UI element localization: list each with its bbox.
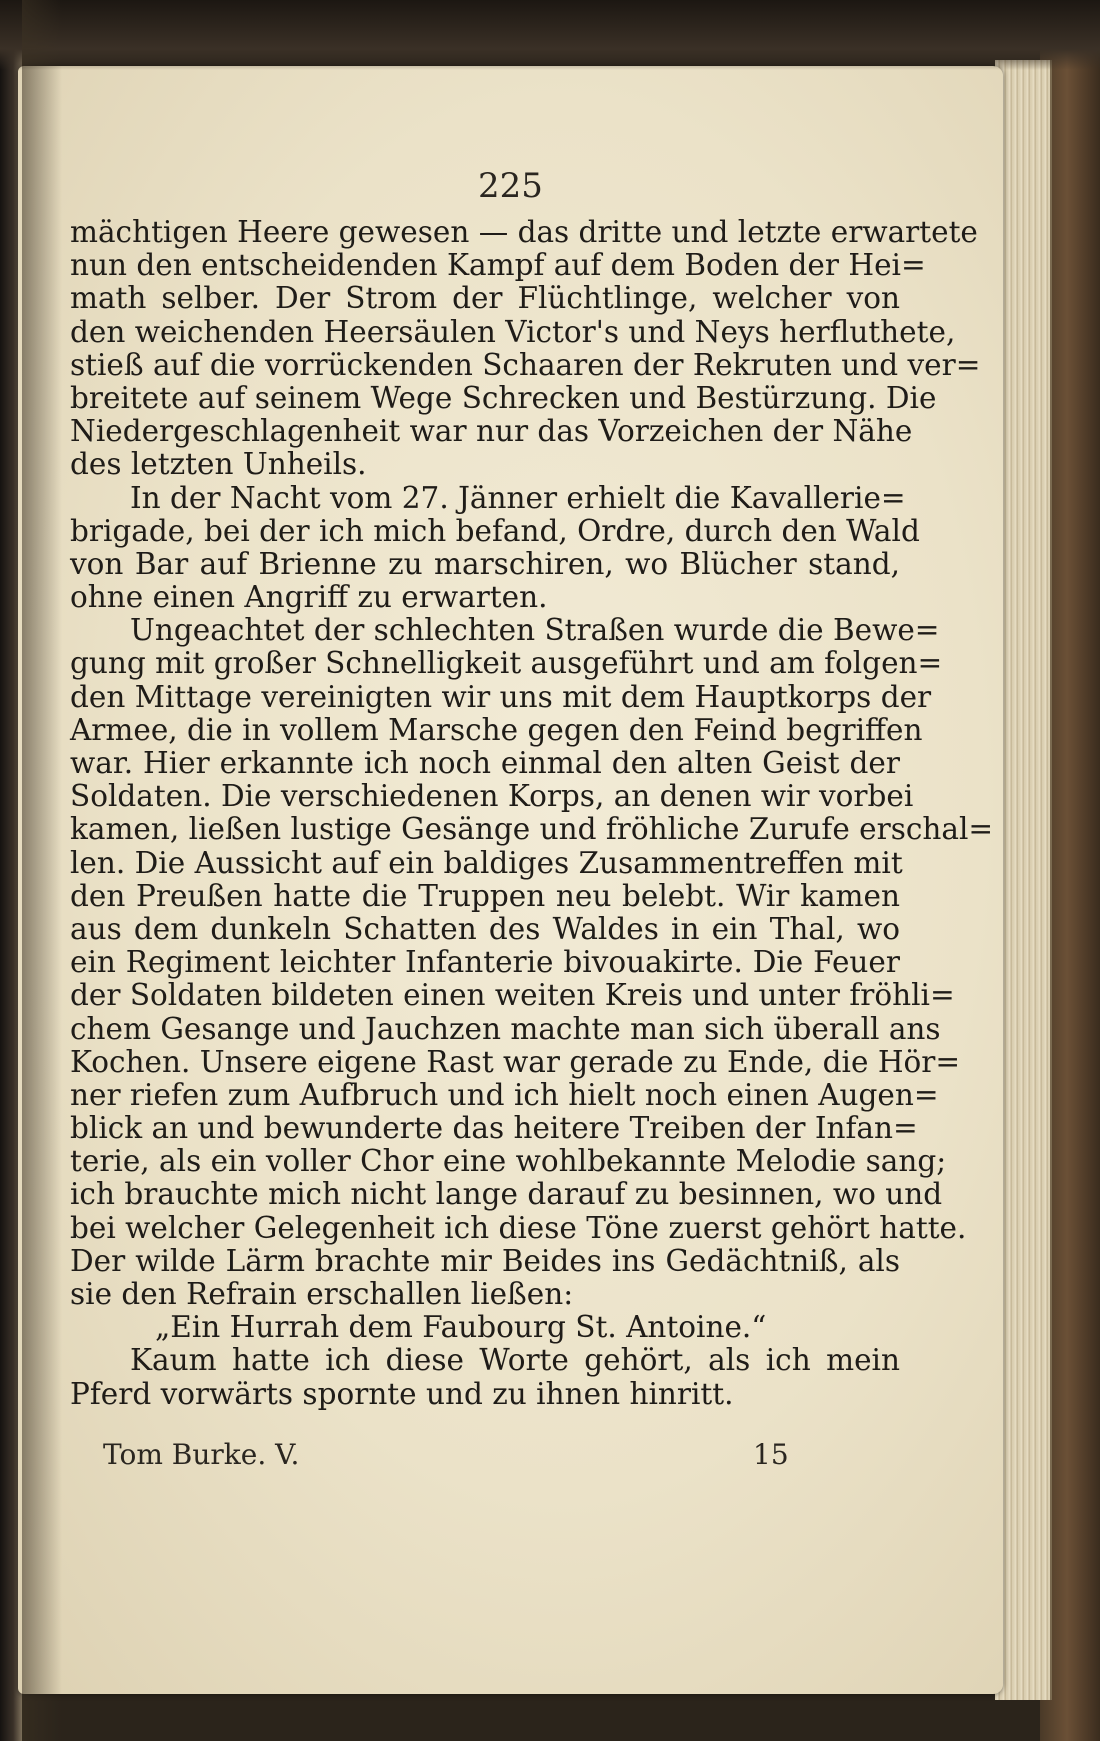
footer-sheet-number: 15 (753, 1438, 789, 1471)
text-line: Der wilde Lärm brachte mir Beides ins Gedächtniß, als (70, 1243, 900, 1278)
text-line: stieß auf die vorrückenden Schaaren der Rekruten und ver= (70, 347, 981, 382)
text-line: terie, als ein voller Chor eine wohlbekannte Melodie sang; (70, 1144, 947, 1179)
text-line: brigade, bei der ich mich befand, Ordre, durch den Wald (70, 513, 920, 548)
text-line: Kaum hatte ich diese Worte gehört, als ich mein (130, 1343, 900, 1378)
text-line: bei welcher Gelegenheit ich diese Töne zuerst gehört hatte. (70, 1210, 967, 1245)
book-cover-top (0, 0, 1100, 70)
text-line: aus dem dunkeln Schatten des Waldes in ein Thal, wo (70, 911, 900, 946)
text-line: mächtigen Heere gewesen — das dritte und letzte erwartete (70, 215, 978, 249)
text-line: Armee, die in vollem Marsche gegen den Feind begriffen (70, 712, 923, 747)
text-line: der Soldaten bildeten einen weiten Kreis und unter fröhli= (70, 978, 955, 1013)
text-line: den Preußen hatte die Truppen neu belebt. Wir kamen (70, 878, 900, 913)
text-line: von Bar auf Brienne zu marschiren, wo Blücher stand, (70, 546, 900, 581)
text-line: len. Die Aussicht auf ein baldiges Zusammentreffen mit (70, 845, 903, 880)
text-line: math selber. Der Strom der Flüchtlinge, welcher von (70, 281, 900, 316)
text-line: Pferd vorwärts spornte und zu ihnen hinritt. (70, 1376, 734, 1411)
text-line: Niedergeschlagenheit war nur das Vorzeichen der Nähe (70, 414, 913, 449)
text-line: nun den entscheidenden Kampf auf dem Boden der Hei= (70, 248, 926, 283)
text-line: den Mittage vereinigten wir uns mit dem Hauptkorps der (70, 679, 932, 714)
footer-signature: Tom Burke. V. (103, 1438, 300, 1471)
text-line: breitete auf seinem Wege Schrecken und Bestürzung. Die (70, 380, 937, 415)
text-line: gung mit großer Schnelligkeit ausgeführt und am folgen= (70, 646, 943, 681)
page-body-text (70, 215, 994, 1411)
text-line: Kochen. Unsere eigene Rast war gerade zu Ende, die Hör= (70, 1044, 961, 1079)
text-line: des letzten Unheils. (70, 447, 367, 482)
text-line: ich brauchte mich nicht lange darauf zu besinnen, wo und (70, 1177, 943, 1212)
text-line: Soldaten. Die verschiedenen Korps, an denen wir vorbei (70, 779, 914, 814)
text-line: ein Regiment leichter Infanterie bivouakirte. Die Feuer (70, 945, 900, 980)
text-line: sie den Refrain erschallen ließen: (70, 1277, 574, 1311)
text-line: kamen, ließen lustige Gesänge und fröhliche Zurufe erschal= (70, 812, 994, 847)
book-page (18, 66, 1003, 1694)
text-line: ner riefen zum Aufbruch und ich hielt noch einen Augen= (70, 1077, 939, 1112)
text-line: chem Gesange und Jauchzen machte man sich überall ans (70, 1011, 941, 1046)
text-line: ohne einen Angriff zu erwarten. (70, 580, 548, 615)
page-edges (995, 60, 1052, 1700)
text-line: war. Hier erkannte ich noch einmal den alten Geist der (70, 746, 900, 780)
gutter-shadow (22, 0, 62, 1741)
text-line: In der Nacht vom 27. Jänner erhielt die Kavallerie= (130, 480, 906, 515)
quoted-refrain: „Ein Hurrah dem Faubourg St. Antoine.“ (155, 1310, 767, 1345)
text-line: den weichenden Heersäulen Victor's und Neys herfluthete, (70, 314, 956, 349)
page-number: 225 (478, 166, 543, 206)
text-line: blick an und bewunderte das heitere Treiben der Infan= (70, 1111, 918, 1146)
text-line: Ungeachtet der schlechten Straßen wurde die Bewe= (130, 613, 940, 648)
